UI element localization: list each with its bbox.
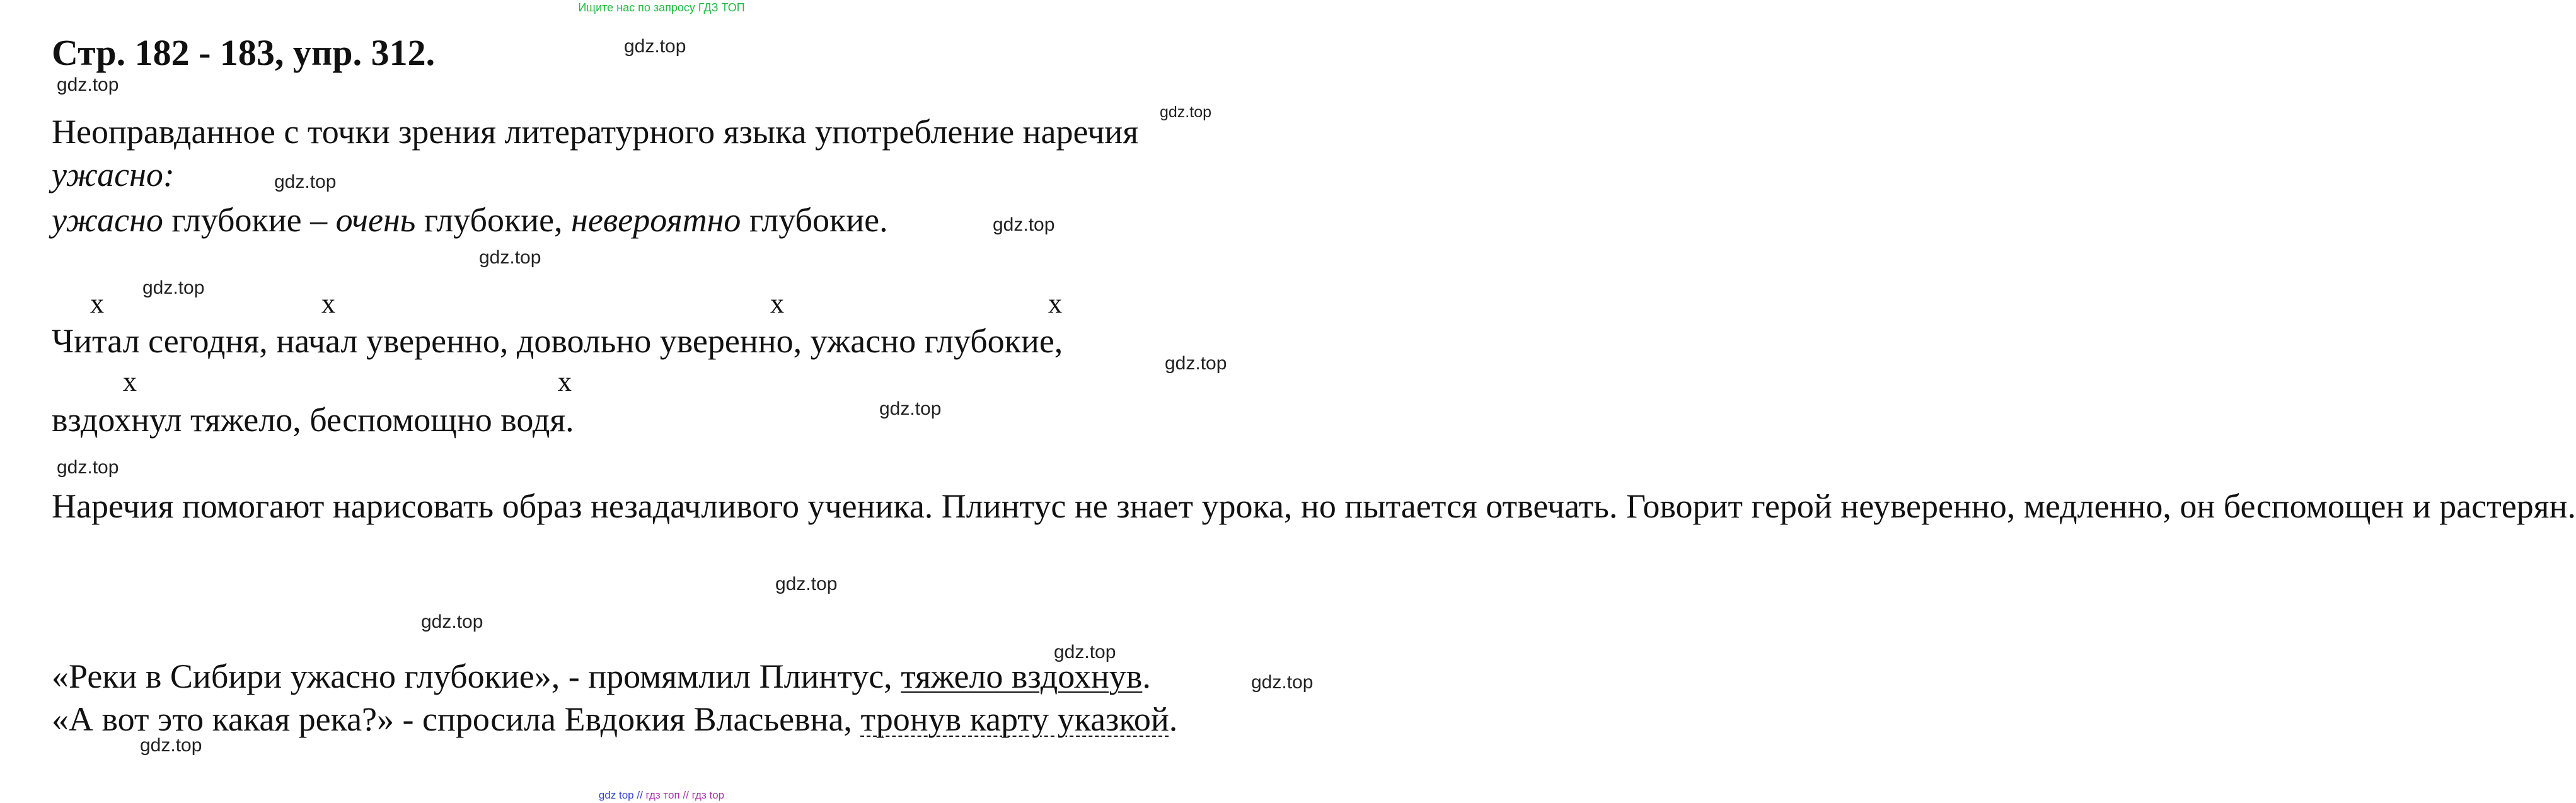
intro-italic-word [52, 154, 175, 195]
top-banner: Ищите нас по запросу ГДЗ ТОП [578, 1, 745, 14]
watermark: gdz.top [775, 574, 838, 594]
watermark: gdz.top [274, 171, 337, 192]
watermark: gdz.top [879, 398, 942, 419]
cross-mark: x [558, 366, 572, 397]
example-text-1: глубокие – [163, 201, 336, 239]
quote1-end: . [1142, 657, 1151, 695]
italic-word-uzhasno: ужасно: [52, 156, 175, 194]
watermark: gdz.top [1165, 353, 1227, 374]
cross-mark: x [321, 288, 335, 319]
watermark: gdz.top [57, 74, 119, 95]
footer-mid: гдз топ [645, 789, 680, 801]
footer-right: гдз top [691, 789, 725, 801]
watermark: gdz.top [1054, 642, 1116, 662]
watermark: gdz.top [142, 277, 205, 298]
quote-line-1 [52, 656, 1151, 697]
quote2-end: . [1169, 700, 1178, 738]
example-word-2: очень [335, 201, 416, 239]
footer-sep: // [683, 789, 689, 801]
line-sigh: вздохнул тяжело, беспомощно водя. [52, 401, 574, 439]
quote2-underlined: тронув карту указкой [860, 700, 1169, 738]
cross-mark: x [1048, 288, 1062, 319]
example-text-2: глубокие, [415, 201, 572, 239]
example-word-1: ужасно [52, 201, 163, 239]
cross-mark: x [770, 288, 784, 319]
example-word-3: невероятно [571, 201, 741, 239]
footer [0, 789, 1323, 802]
watermark: gdz.top [993, 214, 1055, 235]
quote-line-2 [52, 698, 1177, 740]
watermark: gdz.top [624, 36, 686, 57]
footer-left: gdz top [598, 789, 634, 801]
watermark: gdz.top [140, 735, 202, 756]
cross-mark: x [123, 366, 137, 397]
cross-mark: x [90, 288, 104, 319]
watermark: gdz.top [479, 247, 541, 268]
line-read: Читал сегодня, начал уверенно, довольно уверенно, ужасно глубокие, [52, 322, 1063, 360]
page-title: Стр. 182 - 183, упр. 312. [52, 32, 436, 73]
quote2-text: «А вот это какая река?» - спросила Евдокия Власьевна, [52, 700, 861, 738]
paragraph-intro-text: Неоправданное с точки зрения литературного языка употребление наречия [52, 113, 1139, 151]
paragraph-analysis: Наречия помогают нарисовать образ незадачливого ученика. Плинтус не знает урока, но пытается отвечать. Говорит герой неуверенно, медленно, он беспомощен и растерян. [52, 487, 2576, 525]
quote1-underlined: тяжело вздохнув [901, 657, 1143, 695]
quote1-text: «Реки в Сибири ужасно глубокие», - промямлил Плинтус, [52, 657, 901, 695]
example-line [52, 199, 888, 241]
watermark: gdz.top [57, 457, 119, 478]
watermark: gdz.top [421, 611, 483, 632]
watermark: gdz.top [1160, 103, 1212, 121]
paragraph-intro [52, 111, 1281, 153]
watermark: gdz.top [1251, 672, 1314, 693]
footer-sep: // [637, 789, 643, 801]
example-text-3: глубокие. [741, 201, 888, 239]
